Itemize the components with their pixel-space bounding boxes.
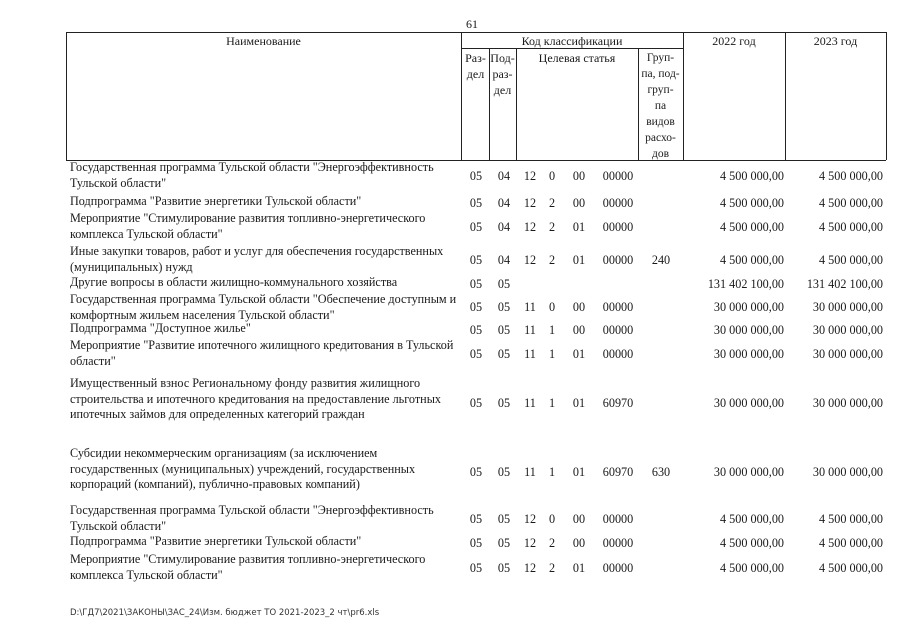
cell-podrazdel: 04 bbox=[497, 220, 511, 234]
cell-podrazdel: 05 bbox=[497, 299, 511, 314]
cell-direction: 00000 bbox=[602, 536, 634, 550]
table-row bbox=[0, 446, 905, 498]
cell-amount-2022: 4 500 000,00 bbox=[720, 195, 784, 210]
cell-amount-2023: 4 500 000,00 bbox=[819, 220, 883, 234]
table-row bbox=[0, 275, 905, 292]
cell-direction: 00000 bbox=[602, 511, 634, 526]
cell-name: Подпрограмма "Развитие энергетики Тульской области" bbox=[70, 534, 362, 548]
table-row bbox=[0, 211, 905, 243]
cell-amount-2022: 30 000 000,00 bbox=[713, 465, 784, 479]
cell-program: 12 bbox=[523, 195, 537, 210]
cell-amount-2022: 30 000 000,00 bbox=[713, 322, 784, 337]
cell-razdel: 05 bbox=[469, 299, 483, 314]
cell-razdel: 05 bbox=[469, 511, 483, 526]
cell-amount-2023: 4 500 000,00 bbox=[819, 561, 883, 575]
cell-event: 00 bbox=[572, 536, 586, 550]
cell-subprogram: 1 bbox=[548, 396, 556, 410]
cell-subprogram: 0 bbox=[548, 511, 556, 526]
cell-name: Мероприятие "Стимулирование развития топливно-энергетического комплекса Тульской области" bbox=[70, 211, 426, 241]
cell-podrazdel: 05 bbox=[497, 347, 511, 361]
cell-amount-2022: 4 500 000,00 bbox=[720, 561, 784, 575]
cell-event: 01 bbox=[572, 252, 586, 267]
cell-podrazdel: 05 bbox=[497, 511, 511, 526]
cell-direction: 60970 bbox=[602, 396, 634, 410]
cell-amount-2023: 4 500 000,00 bbox=[819, 252, 883, 267]
cell-event: 01 bbox=[572, 347, 586, 361]
cell-expense-type: 630 bbox=[651, 465, 671, 479]
cell-program: 11 bbox=[524, 322, 536, 337]
cell-amount-2022: 4 500 000,00 bbox=[720, 536, 784, 550]
cell-podrazdel: 05 bbox=[497, 465, 511, 479]
table-row bbox=[0, 160, 905, 192]
table-row bbox=[0, 194, 905, 211]
cell-amount-2022: 4 500 000,00 bbox=[720, 252, 784, 267]
cell-razdel: 05 bbox=[469, 347, 483, 361]
cell-amount-2023: 4 500 000,00 bbox=[819, 169, 883, 183]
cell-amount-2023: 30 000 000,00 bbox=[812, 465, 883, 479]
cell-direction: 60970 bbox=[602, 465, 634, 479]
cell-subprogram: 1 bbox=[548, 465, 556, 479]
cell-direction: 00000 bbox=[602, 561, 634, 575]
cell-subprogram: 2 bbox=[548, 195, 556, 210]
cell-amount-2022: 30 000 000,00 bbox=[713, 347, 784, 361]
cell-program: 12 bbox=[523, 252, 537, 267]
cell-subprogram: 2 bbox=[548, 561, 556, 575]
file-path-footer: D:\ГД7\2021\ЗАКОНЫ\ЗАС_24\Изм. бюджет ТО 2021-2023_2 чт\pr6.xls bbox=[70, 608, 380, 618]
cell-direction: 00000 bbox=[602, 322, 634, 337]
header-name: Наименование bbox=[226, 34, 301, 48]
cell-direction: 00000 bbox=[602, 252, 634, 267]
cell-razdel: 05 bbox=[469, 276, 483, 291]
cell-podrazdel: 05 bbox=[497, 322, 511, 337]
cell-event: 00 bbox=[572, 195, 586, 210]
cell-podrazdel: 05 bbox=[497, 561, 511, 575]
table-row bbox=[0, 244, 905, 275]
cell-program: 11 bbox=[524, 299, 536, 314]
cell-amount-2023: 30 000 000,00 bbox=[812, 347, 883, 361]
cell-amount-2023: 30 000 000,00 bbox=[812, 322, 883, 337]
cell-podrazdel: 05 bbox=[497, 536, 511, 550]
cell-direction: 00000 bbox=[602, 299, 634, 314]
cell-subprogram: 2 bbox=[548, 220, 556, 234]
cell-direction: 00000 bbox=[602, 220, 634, 234]
cell-name: Государственная программа Тульской области "Энергоэффективность Тульской области" bbox=[70, 503, 434, 533]
cell-name: Мероприятие "Развитие ипотечного жилищного кредитования в Тульской области" bbox=[70, 338, 454, 368]
cell-podrazdel: 04 bbox=[497, 169, 511, 183]
cell-program: 12 bbox=[523, 169, 537, 183]
col-line-left bbox=[66, 32, 67, 160]
cell-amount-2022: 4 500 000,00 bbox=[720, 220, 784, 234]
cell-podrazdel: 05 bbox=[497, 396, 511, 410]
cell-subprogram: 0 bbox=[548, 169, 556, 183]
header-code-group: Код классификации bbox=[521, 34, 623, 48]
cell-amount-2023: 131 402 100,00 bbox=[806, 276, 883, 291]
cell-name: Субсидии некоммерческим организациям (за исключением государственных (муниципальных) учреждений, государственных корпораций (компаний), публично-правовых компаний) bbox=[70, 446, 416, 491]
cell-program: 12 bbox=[523, 536, 537, 550]
page-number: 61 bbox=[466, 17, 478, 31]
cell-razdel: 05 bbox=[469, 220, 483, 234]
cell-name: Мероприятие "Стимулирование развития топливно-энергетического комплекса Тульской области" bbox=[70, 552, 426, 582]
cell-amount-2023: 30 000 000,00 bbox=[812, 396, 883, 410]
cell-event: 01 bbox=[572, 396, 586, 410]
header-2022: 2022 год bbox=[712, 34, 756, 48]
table-header bbox=[66, 32, 886, 160]
cell-name: Государственная программа Тульской области "Энергоэффективность Тульской области" bbox=[70, 160, 434, 190]
cell-podrazdel: 04 bbox=[497, 195, 511, 210]
cell-program: 12 bbox=[523, 511, 537, 526]
cell-razdel: 05 bbox=[469, 561, 483, 575]
cell-razdel: 05 bbox=[469, 536, 483, 550]
cell-razdel: 05 bbox=[469, 195, 483, 210]
cell-razdel: 05 bbox=[469, 252, 483, 267]
table-row bbox=[0, 534, 905, 552]
cell-subprogram: 2 bbox=[548, 536, 556, 550]
cell-event: 00 bbox=[572, 511, 586, 526]
cell-amount-2023: 4 500 000,00 bbox=[819, 195, 883, 210]
cell-razdel: 05 bbox=[469, 322, 483, 337]
cell-razdel: 05 bbox=[469, 169, 483, 183]
cell-direction: 00000 bbox=[602, 195, 634, 210]
cell-program: 11 bbox=[524, 396, 536, 410]
table-row bbox=[0, 503, 905, 534]
cell-name: Имущественный взнос Региональному фонду развития жилищного строительства и ипотечного кредитования на предоставление льготных ипотечных займов для определенных категорий граждан bbox=[70, 376, 441, 421]
cell-razdel: 05 bbox=[469, 396, 483, 410]
cell-subprogram: 1 bbox=[548, 347, 556, 361]
cell-podrazdel: 04 bbox=[497, 252, 511, 267]
cell-amount-2023: 4 500 000,00 bbox=[819, 511, 883, 526]
cell-event: 01 bbox=[572, 220, 586, 234]
header-podrazdel: Под- раз- дел bbox=[490, 51, 515, 97]
cell-amount-2023: 30 000 000,00 bbox=[812, 299, 883, 314]
cell-amount-2022: 131 402 100,00 bbox=[707, 276, 784, 291]
cell-name: Подпрограмма "Доступное жилье" bbox=[70, 321, 251, 335]
cell-amount-2022: 30 000 000,00 bbox=[713, 396, 784, 410]
col-line-group bbox=[683, 32, 684, 160]
header-2023: 2023 год bbox=[813, 34, 858, 48]
table-row bbox=[0, 292, 905, 321]
cell-subprogram: 2 bbox=[548, 252, 556, 267]
header-target: Целевая статья bbox=[538, 51, 616, 65]
cell-subprogram: 0 bbox=[548, 299, 556, 314]
cell-subprogram: 1 bbox=[548, 322, 556, 337]
cell-program: 11 bbox=[524, 347, 536, 361]
cell-name: Подпрограмма "Развитие энергетики Тульской области" bbox=[70, 194, 362, 208]
cell-name: Иные закупки товаров, работ и услуг для обеспечения государственных (муниципальных) нужд bbox=[70, 244, 444, 274]
cell-amount-2023: 4 500 000,00 bbox=[819, 536, 883, 550]
col-line-right bbox=[886, 32, 887, 160]
cell-event: 01 bbox=[572, 561, 586, 575]
cell-event: 01 bbox=[572, 465, 586, 479]
table-row bbox=[0, 552, 905, 584]
cell-razdel: 05 bbox=[469, 465, 483, 479]
cell-podrazdel: 05 bbox=[497, 276, 511, 291]
table-row bbox=[0, 376, 905, 430]
table-row bbox=[0, 338, 905, 370]
cell-name: Государственная программа Тульской области "Обеспечение доступным и комфортным жильем населения Тульской области" bbox=[70, 292, 457, 322]
table-row bbox=[0, 321, 905, 338]
header-razdel: Раз- дел bbox=[465, 51, 486, 81]
col-line-2022 bbox=[785, 32, 786, 160]
header-group: Груп- па, под- груп- па видов расхо- дов bbox=[641, 52, 680, 160]
cell-name: Другие вопросы в области жилищно-коммунального хозяйства bbox=[70, 275, 398, 289]
cell-direction: 00000 bbox=[602, 169, 634, 183]
cell-amount-2022: 30 000 000,00 bbox=[713, 299, 784, 314]
cell-event: 00 bbox=[572, 299, 586, 314]
cell-program: 11 bbox=[524, 465, 536, 479]
cell-expense-type: 240 bbox=[651, 252, 671, 267]
cell-event: 00 bbox=[572, 169, 586, 183]
cell-amount-2022: 4 500 000,00 bbox=[720, 511, 784, 526]
cell-program: 12 bbox=[523, 561, 537, 575]
cell-amount-2022: 4 500 000,00 bbox=[720, 169, 784, 183]
cell-program: 12 bbox=[523, 220, 537, 234]
cell-event: 00 bbox=[572, 322, 586, 337]
cell-direction: 00000 bbox=[602, 347, 634, 361]
